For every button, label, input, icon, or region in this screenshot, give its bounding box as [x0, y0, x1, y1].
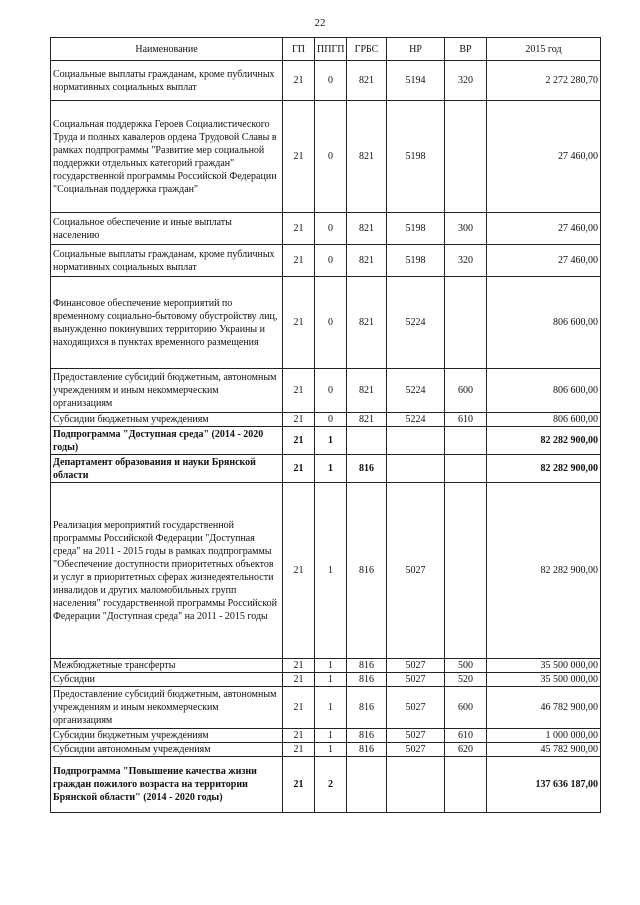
row-grbs: 816 — [347, 483, 387, 659]
row-grbs: 821 — [347, 213, 387, 245]
table-row — [51, 277, 601, 369]
row-amount: 806 600,00 — [487, 413, 601, 427]
row-vr: 300 — [445, 213, 487, 245]
row-gp: 21 — [283, 245, 315, 277]
row-gp: 21 — [283, 455, 315, 483]
row-ppgp: 1 — [315, 427, 347, 455]
column-header-nr: НР — [387, 38, 445, 61]
row-nr: 5027 — [387, 743, 445, 757]
column-header-name: Наименование — [51, 38, 283, 61]
table-row — [51, 729, 601, 743]
row-name: Предоставление субсидий бюджетным, автономным учреждениям и иным некоммерческим организациям — [51, 687, 283, 729]
row-gp: 21 — [283, 427, 315, 455]
row-vr: 320 — [445, 61, 487, 101]
row-nr: 5027 — [387, 687, 445, 729]
row-gp: 21 — [283, 729, 315, 743]
column-header-year: 2015 год — [487, 38, 601, 61]
column-header-ppgp: ППГП — [315, 38, 347, 61]
row-name: Социальные выплаты гражданам, кроме публичных нормативных социальных выплат — [51, 61, 283, 101]
row-vr — [445, 455, 487, 483]
row-nr: 5224 — [387, 277, 445, 369]
table-row — [51, 245, 601, 277]
row-grbs: 816 — [347, 743, 387, 757]
row-name: Предоставление субсидий бюджетным, автономным учреждениям и иным некоммерческим организациям — [51, 369, 283, 413]
row-ppgp: 0 — [315, 101, 347, 213]
row-name: Подпрограмма "Повышение качества жизни граждан пожилого возраста на территории Брянской области" (2014 - 2020 годы) — [51, 757, 283, 813]
row-grbs: 821 — [347, 61, 387, 101]
row-amount: 806 600,00 — [487, 277, 601, 369]
row-grbs: 821 — [347, 413, 387, 427]
row-name: Реализация мероприятий государственной программы Российской Федерации "Доступная среда" на 2011 - 2015 годы в рамках подпрограммы "Обеспечение доступности приоритетных объектов и услуг в приоритетных сферах жизнедеятельности инвалидов и других маломобильных групп населения" государственной программы Российской Федерации "Доступная среда" на 2011 - 2015 годы — [51, 483, 283, 659]
row-nr: 5027 — [387, 729, 445, 743]
row-nr — [387, 455, 445, 483]
row-name: Субсидии — [51, 673, 283, 687]
table-row — [51, 743, 601, 757]
row-amount: 82 282 900,00 — [487, 427, 601, 455]
row-nr: 5224 — [387, 413, 445, 427]
row-grbs: 816 — [347, 659, 387, 673]
row-grbs: 816 — [347, 687, 387, 729]
row-amount: 35 500 000,00 — [487, 659, 601, 673]
row-name: Департамент образования и науки Брянской области — [51, 455, 283, 483]
row-gp: 21 — [283, 101, 315, 213]
row-ppgp: 0 — [315, 61, 347, 101]
row-amount: 1 000 000,00 — [487, 729, 601, 743]
row-name: Социальное обеспечение и иные выплаты населению — [51, 213, 283, 245]
row-name: Подпрограмма "Доступная среда" (2014 - 2020 годы) — [51, 427, 283, 455]
row-amount: 27 460,00 — [487, 245, 601, 277]
row-gp: 21 — [283, 483, 315, 659]
row-vr — [445, 757, 487, 813]
table-row — [51, 101, 601, 213]
row-name: Социальные выплаты гражданам, кроме публичных нормативных социальных выплат — [51, 245, 283, 277]
row-gp: 21 — [283, 673, 315, 687]
table-row — [51, 687, 601, 729]
row-name: Субсидии автономным учреждениям — [51, 743, 283, 757]
row-ppgp: 2 — [315, 757, 347, 813]
column-header-grbs: ГРБС — [347, 38, 387, 61]
row-name: Межбюджетные трансферты — [51, 659, 283, 673]
table-row — [51, 455, 601, 483]
row-gp: 21 — [283, 659, 315, 673]
row-amount: 46 782 900,00 — [487, 687, 601, 729]
row-vr — [445, 101, 487, 213]
row-gp: 21 — [283, 687, 315, 729]
row-grbs: 816 — [347, 729, 387, 743]
row-gp: 21 — [283, 213, 315, 245]
row-amount: 2 272 280,70 — [487, 61, 601, 101]
row-amount: 82 282 900,00 — [487, 455, 601, 483]
row-vr — [445, 427, 487, 455]
row-ppgp: 0 — [315, 245, 347, 277]
row-ppgp: 1 — [315, 743, 347, 757]
row-gp: 21 — [283, 277, 315, 369]
row-gp: 21 — [283, 743, 315, 757]
row-grbs: 821 — [347, 369, 387, 413]
row-vr: 610 — [445, 413, 487, 427]
row-grbs: 821 — [347, 101, 387, 213]
row-vr: 520 — [445, 673, 487, 687]
row-grbs — [347, 757, 387, 813]
budget-table — [50, 37, 601, 813]
table-row — [51, 427, 601, 455]
row-grbs: 816 — [347, 455, 387, 483]
row-grbs — [347, 427, 387, 455]
row-nr: 5194 — [387, 61, 445, 101]
row-nr — [387, 427, 445, 455]
row-nr — [387, 757, 445, 813]
row-vr — [445, 277, 487, 369]
row-amount: 35 500 000,00 — [487, 673, 601, 687]
row-grbs: 821 — [347, 277, 387, 369]
row-vr: 500 — [445, 659, 487, 673]
row-vr: 320 — [445, 245, 487, 277]
table-row — [51, 61, 601, 101]
row-amount: 82 282 900,00 — [487, 483, 601, 659]
row-nr: 5027 — [387, 659, 445, 673]
row-ppgp: 1 — [315, 659, 347, 673]
table-row — [51, 659, 601, 673]
row-nr: 5198 — [387, 245, 445, 277]
row-ppgp: 1 — [315, 729, 347, 743]
row-gp: 21 — [283, 757, 315, 813]
row-name: Субсидии бюджетным учреждениям — [51, 413, 283, 427]
row-nr: 5027 — [387, 673, 445, 687]
row-ppgp: 0 — [315, 277, 347, 369]
table-row — [51, 757, 601, 813]
row-amount: 806 600,00 — [487, 369, 601, 413]
table-row — [51, 413, 601, 427]
row-ppgp: 0 — [315, 413, 347, 427]
row-amount: 137 636 187,00 — [487, 757, 601, 813]
row-ppgp: 1 — [315, 673, 347, 687]
row-nr: 5198 — [387, 101, 445, 213]
row-ppgp: 1 — [315, 483, 347, 659]
row-ppgp: 1 — [315, 455, 347, 483]
row-vr: 600 — [445, 369, 487, 413]
row-name: Социальная поддержка Героев Социалистического Труда и полных кавалеров ордена Трудовой Славы в рамках подпрограммы "Развитие мер социальной поддержки отдельных категорий граждан" государственной программы Российской Федерации "Социальная поддержка граждан" — [51, 101, 283, 213]
table-header-row — [51, 38, 601, 61]
row-vr: 600 — [445, 687, 487, 729]
column-header-vr: ВР — [445, 38, 487, 61]
row-vr — [445, 483, 487, 659]
column-header-gp: ГП — [283, 38, 315, 61]
row-amount: 27 460,00 — [487, 213, 601, 245]
row-gp: 21 — [283, 413, 315, 427]
row-ppgp: 1 — [315, 687, 347, 729]
row-name: Финансовое обеспечение мероприятий по временному социально-бытовому обустройству лиц, вынужденно покинувших территорию Украины и находящихся в пунктах временного размещения — [51, 277, 283, 369]
row-vr: 610 — [445, 729, 487, 743]
row-gp: 21 — [283, 369, 315, 413]
row-nr: 5198 — [387, 213, 445, 245]
table-row — [51, 369, 601, 413]
row-vr: 620 — [445, 743, 487, 757]
table-row — [51, 213, 601, 245]
row-amount: 45 782 900,00 — [487, 743, 601, 757]
page-number: 22 — [314, 17, 326, 29]
row-grbs: 821 — [347, 245, 387, 277]
row-amount: 27 460,00 — [487, 101, 601, 213]
row-nr: 5224 — [387, 369, 445, 413]
table-row — [51, 483, 601, 659]
row-name: Субсидии бюджетным учреждениям — [51, 729, 283, 743]
row-grbs: 816 — [347, 673, 387, 687]
row-nr: 5027 — [387, 483, 445, 659]
table-row — [51, 673, 601, 687]
row-ppgp: 0 — [315, 369, 347, 413]
row-gp: 21 — [283, 61, 315, 101]
row-ppgp: 0 — [315, 213, 347, 245]
